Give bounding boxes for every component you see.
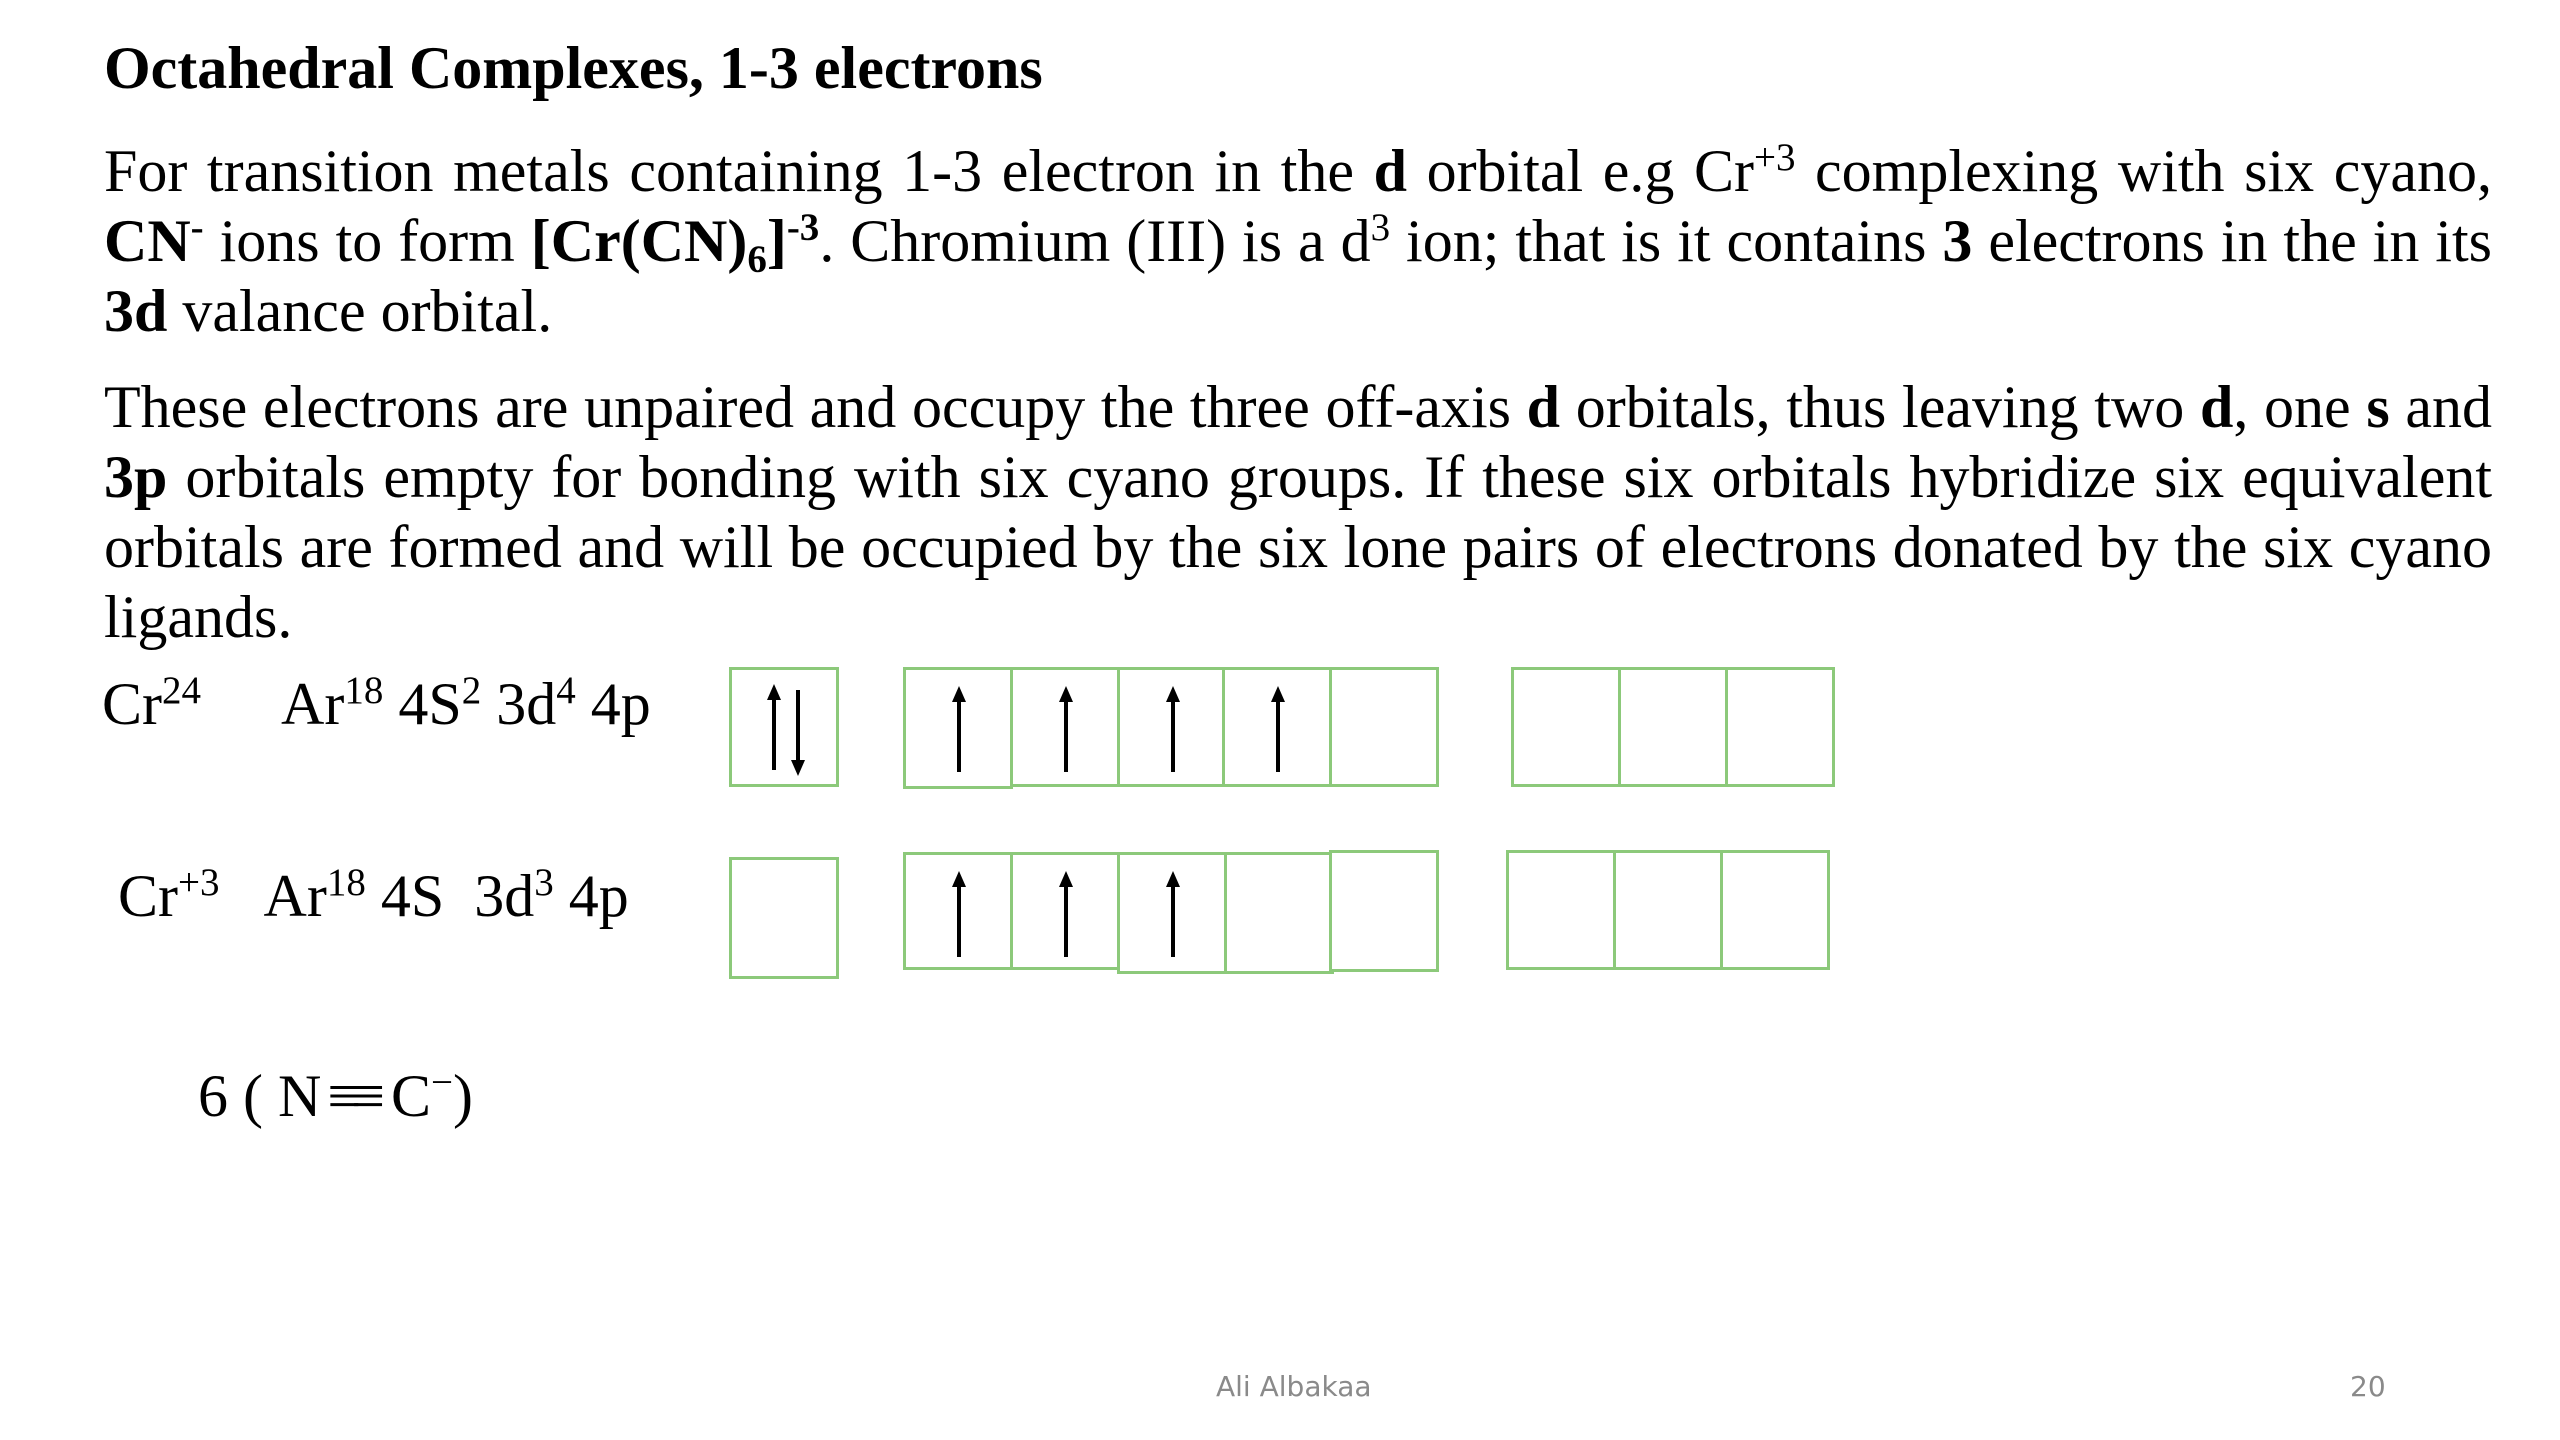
orbital-box-4p — [1725, 667, 1835, 787]
orbital-box-3d — [1329, 667, 1439, 787]
orbital-box-3d — [1222, 667, 1332, 787]
orbital-box-3d — [1224, 852, 1334, 974]
orbital-box-3d — [1117, 667, 1225, 787]
spin-pair-icon — [754, 682, 818, 778]
spin-up-arrow-icon — [1051, 684, 1081, 780]
cr3-configuration: $Cr^{+3}$ Ar$^{18}$ 4S $3d^3$ 4p — [118, 860, 629, 929]
orbital-box-4p — [1511, 667, 1621, 787]
spin-up-arrow-icon — [1051, 869, 1081, 965]
slide-title: Octahedral Complexes, 1-3 electrons — [104, 35, 1043, 101]
orbital-box-3d — [1010, 852, 1120, 970]
cyano-ligands: 6 ( N ≡≡ C−) — [198, 1060, 474, 1129]
orbital-box-3d — [1117, 852, 1227, 974]
orbital-box-4p — [1618, 667, 1728, 787]
spin-up-arrow-icon — [1158, 869, 1188, 965]
orbital-box-3d — [1329, 850, 1439, 972]
orbital-box-3d — [903, 667, 1013, 789]
orbital-box-3d — [1010, 667, 1120, 787]
orbital-box-3d — [903, 852, 1013, 970]
spin-up-arrow-icon — [944, 684, 974, 780]
cr24-configuration: Cr$^{24}$ Ar$^{18}$ $4S^2$ $3d^4$ 4p — [102, 668, 651, 737]
spin-up-arrow-icon — [1158, 684, 1188, 780]
footer-author: Ali Albakaa — [1216, 1370, 1372, 1403]
orbital-box-4p — [1720, 850, 1830, 970]
paragraph-1: For transition metals containing 1-3 electron in the d orbital e.g $Cr^{+3}$ complexing with six cyano, CN- ions to form $[Cr(CN)_6]^{-3}$. Chromium (III) is a $d^3$ ion; that is it contains 3 electrons in the in its 3d valance orbital. — [104, 135, 2492, 344]
spin-up-arrow-icon — [1263, 684, 1293, 780]
spin-up-arrow-icon — [944, 869, 974, 965]
page-number: 20 — [2350, 1370, 2386, 1403]
orbital-box-4p — [1506, 850, 1616, 970]
orbital-box-4p — [1613, 850, 1723, 970]
paragraph-2: These electrons are unpaired and occupy the three off-axis d orbitals, thus leaving two d, one s and 3p orbitals empty for bonding with six cyano groups. If these six orbitals hybridize six equivalent orbitals are formed and will be occupied by the six lone pairs of electrons donated by the six cyano ligands. — [104, 374, 2492, 650]
orbital-box-4s — [729, 857, 839, 979]
orbital-box-4s — [729, 667, 839, 787]
